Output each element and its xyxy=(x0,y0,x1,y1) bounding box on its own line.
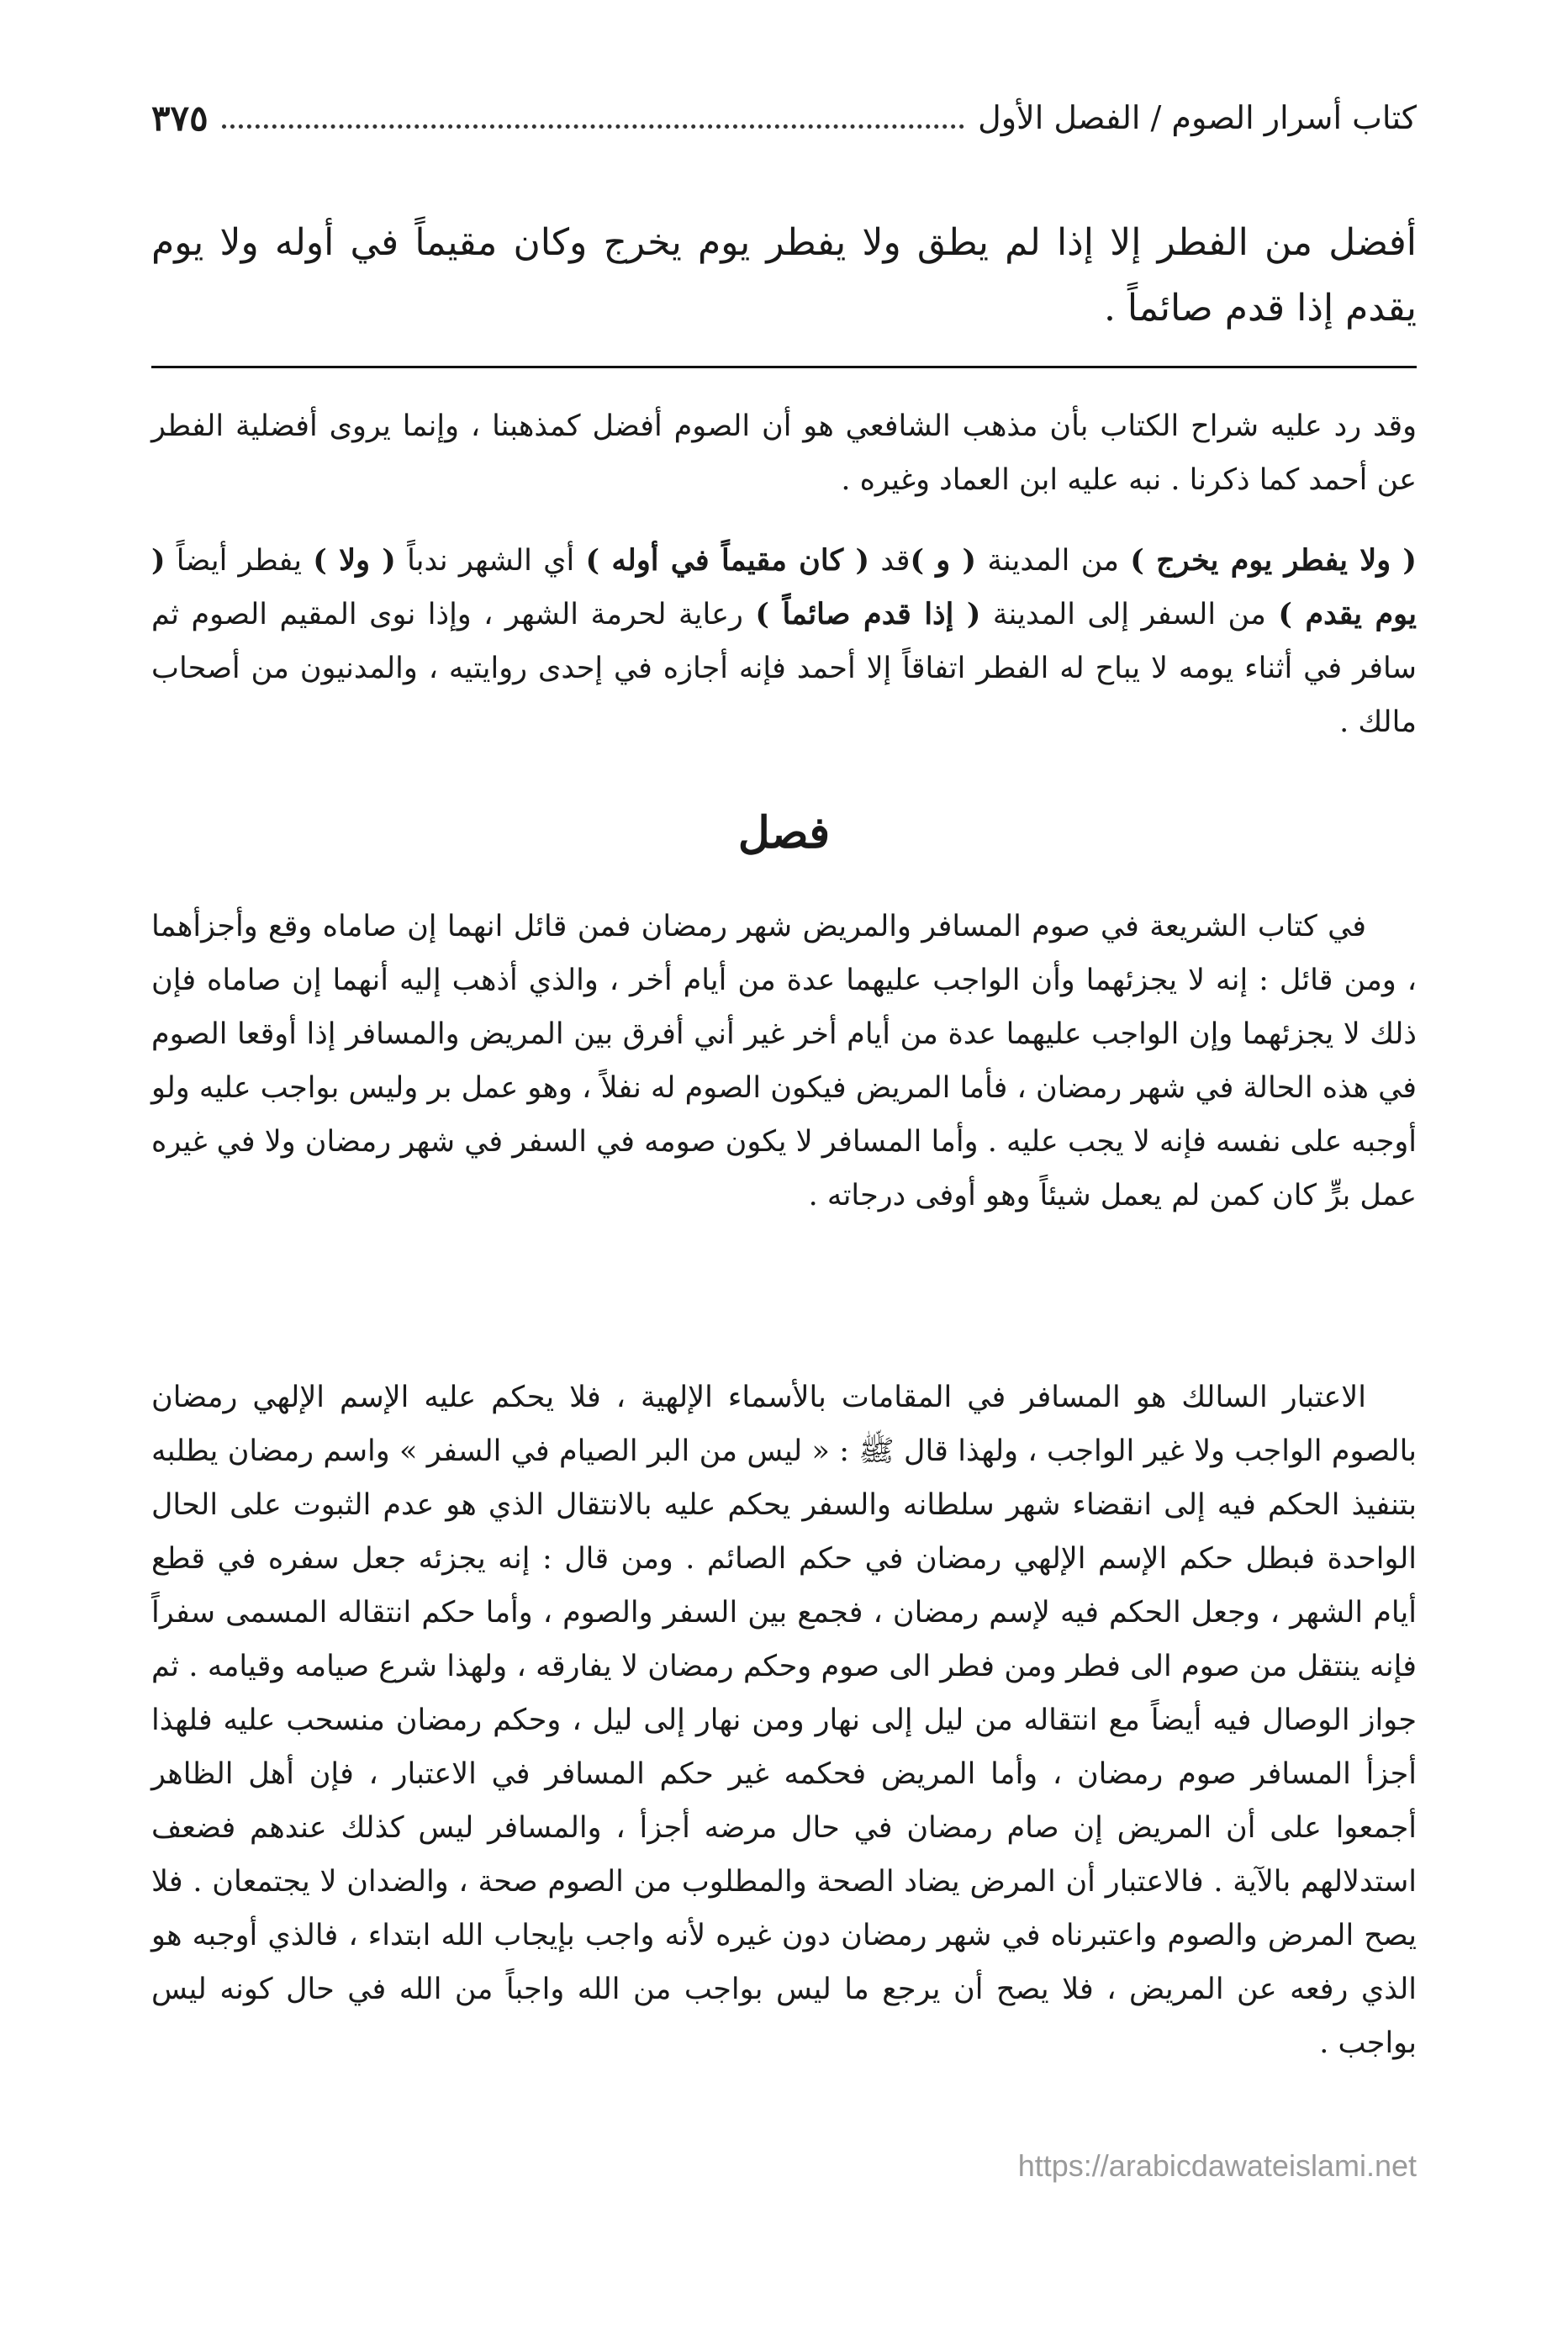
quoted-matn: ( إذا قدم صائماً ) xyxy=(755,597,981,631)
footnote-divider xyxy=(151,366,1417,368)
section-paragraph-2 xyxy=(151,1371,1417,2070)
quoted-matn: ( ولا ) xyxy=(313,543,396,578)
commentary-paragraph: وقد رد عليه شراح الكتاب بأن مذهب الشافعي هو أن الصوم أفضل كمذهبنا ، وإنما يروى أفضلية الفطر عن أحمد كما ذكرنا . نبه عليه ابن العماد وغيره . xyxy=(151,409,1417,497)
quoted-matn: ( و ) xyxy=(910,543,977,578)
commentary-block-1 xyxy=(151,399,1417,507)
page-number: ٣٧٥ xyxy=(151,97,209,139)
commentary-text: رعاية لحرمة الشهر ، وإذا نوى المقيم الصوم ثم سافر في أثناء يومه لا يباح له الفطر اتفاقاً إلا أحمد فإنه أجازه في إحدى روايتيه ، والمدنيون من أصحاب مالك . xyxy=(151,598,1417,739)
watermark-url: https://arabicdawateislami.net xyxy=(1017,2148,1417,2183)
running-header xyxy=(151,92,1417,143)
section-heading: فصل xyxy=(737,807,831,858)
commentary-text: أي الشهر ندباً xyxy=(395,544,586,578)
commentary-block-2 xyxy=(151,534,1417,749)
quoted-matn: ( ولا يفطر يوم يخرج ) xyxy=(1130,543,1417,578)
commentary-paragraph-quoted xyxy=(151,534,1417,749)
section-paragraph-1 xyxy=(151,900,1417,1223)
commentary-text: يفطر أيضاً xyxy=(165,544,314,578)
commentary-text: من السفر إلى المدينة xyxy=(980,598,1279,631)
quoted-matn: ( كان مقيماً في أوله ) xyxy=(585,543,870,578)
header-dot-leader xyxy=(222,124,964,129)
main-text: أفضل من الفطر إلا إذا لم يطق ولا يفطر يوم يخرج وكان مقيماً في أوله ولا يوم يقدم إذا قدم صائماً . xyxy=(151,221,1417,330)
commentary-text: من المدينة xyxy=(976,544,1131,578)
section-text: في كتاب الشريعة في صوم المسافر والمريض شهر رمضان فمن قائل انهما إن صاماه وقع وأجزأهما ، ومن قائل : إنه لا يجزئهما وأن الواجب عليهما عدة من أيام أخر ، والذي أذهب إليه أنهما إن صاماه فإن ذلك لا يجزئهما وإن الواجب عليهما عدة من أيام أخر غير أني أفرق بين المريض والمسافر إذا أوقعا الصوم في هذه الحالة في شهر رمضان ، فأما المريض فيكون الصوم له نفلاً ، وهو عمل بر وليس بواجب عليه ولو أوجبه على نفسه فإنه لا يجب عليه . وأما المسافر لا يكون صومه في السفر في شهر رمضان ولا في غيره عمل برٍّ كان كمن لم يعمل شيئاً وهو أوفى درجاته . xyxy=(151,910,1417,1212)
quoted-matn: ( يوم يقدم ) xyxy=(151,543,1417,631)
section-text: الاعتبار السالك هو المسافر في المقامات بالأسماء الإلهية ، فلا يحكم عليه الإسم الإلهي رمضان بالصوم الواجب ولا غير الواجب ، ولهذا قال ﷺ : « ليس من البر الصيام في السفر » واسم رمضان يطلبه بتنفيذ الحكم فيه إلى انقضاء شهر سلطانه والسفر يحكم عليه بالانتقال الذي هو عدم الثبوت على الحال الواحدة فبطل حكم الإسم الإلهي رمضان في حكم الصائم . ومن قال : إنه يجزئه جعل سفره في قطع أيام الشهر ، وجعل الحكم فيه لإسم رمضان ، فجمع بين السفر والصوم ، وأما حكم انتقاله المسمى سفراً فإنه ينتقل من صوم الى فطر ومن فطر الى صوم وحكم رمضان لا يفارقه ، ولهذا شرع صيامه وقيامه . ثم جواز الوصال فيه أيضاً مع انتقاله من ليل إلى نهار ومن نهار إلى ليل ، وحكم رمضان منسحب عليه فلهذا أجزأ المسافر صوم رمضان ، وأما المريض فحكمه غير حكم المسافر في الاعتبار ، فإن أهل الظاهر أجمعوا على أن المريض إن صام رمضان في حال مرضه أجزأ ، والمسافر ليس كذلك عندهم فضعف استدلالهم بالآية . فالاعتبار أن المرض يضاد الصحة والمطلوب من الصوم صحة ، والضدان لا يجتمعان . فلا يصح المرض والصوم واعتبرناه في شهر رمضان دون غيره لأنه واجب بإيجاب الله ابتداء ، فالذي أوجبه هو الذي رفعه عن المريض ، فلا يصح أن يرجع ما ليس بواجب من الله واجباً من الله في حال كونه ليس بواجب . xyxy=(151,1381,1417,2060)
commentary-text: قد xyxy=(869,544,911,578)
header-title: كتاب أسرار الصوم / الفصل الأول xyxy=(978,99,1417,136)
